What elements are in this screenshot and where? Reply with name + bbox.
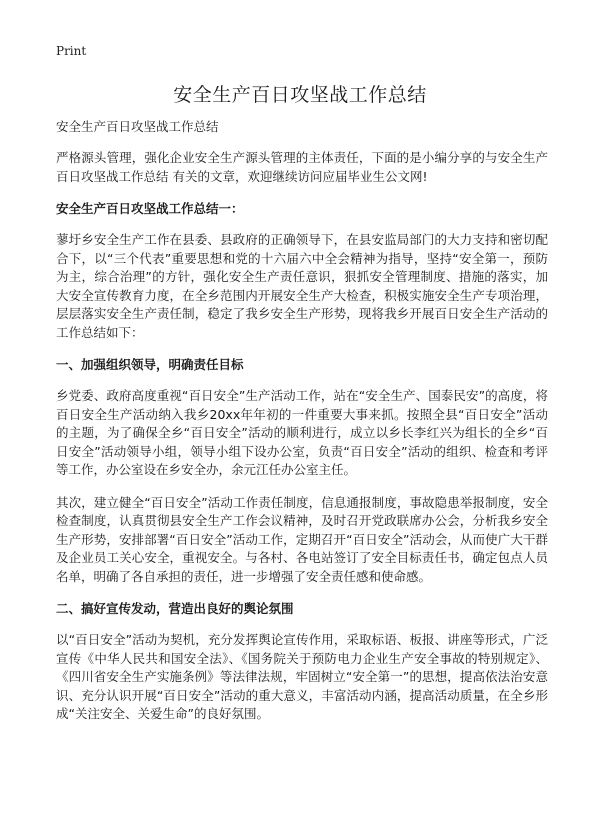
print-link[interactable]: Print [56,44,87,58]
intro-paragraph: 严格源头管理，强化企业安全生产源头管理的主体责任，下面的是小编分享的与安全生产百日攻坚战工作总结 有关的文章，欢迎继续访问应届毕业生公文网! [56,150,548,184]
paragraph-3: 其次，建立健全“百日安全”活动工作责任制度，信息通报制度，事故隐患举报制度，安全检查制度，认真贯彻县安全生产工作会议精神，及时召开党政联席办公会，分析我乡安全生产形势，安排部署“百日安全”活动工作，定期召开“百日安全”活动会，从而使广大干群及企业员工关心安全，重视安全。与各村、各电站签订了安全目标责任书，确定包点人员名单，明确了各自承担的责任，进一步增强了安全责任感和使命感。 [56,494,548,584]
section-title: 安全生产百日攻坚战工作总结一： [56,201,244,216]
article-body [56,118,548,738]
paragraph-1: 蓼圩乡安全生产工作在县委、县政府的正确领导下，在县安监局部门的大力支持和密切配合下，以“三个代表”重要思想和党的十六届六中全会精神为指导，坚持“安全第一，预防为主，综合治理”的方针，强化安全生产责任意识，狠抓安全管理制度、措施的落实，加大安全宣传教育力度，在全乡范围内开展安全生产大检查，积极实施安全生产专项治理，层层落实安全生产责任制，稳定了我乡安全生产形势，现将我乡开展百日安全生产活动的工作总结如下： [56,232,548,340]
paragraph-2: 乡党委、政府高度重视“百日安全”生产活动工作，站在“安全生产、国泰民安”的高度，将百日安全生产活动纳入我乡20xx年年初的一件重要大事来抓。按照全县“百日安全”活动的主题，为了确保全乡“百日安全”活动的顺利进行，成立以乡长李红兴为组长的全乡“百日安全”活动领导小组，领导小组下设办公室，负责“百日安全”活动的组织、检查和考评等工作，办公室设在乡安全办，余元江任办公室主任。 [56,388,548,477]
article-subtitle: 安全生产百日攻坚战工作总结 [56,119,219,134]
page-title: 安全生产百日攻坚战工作总结 [173,84,427,106]
heading-2: 二、搞好宣传发动，营造出良好的舆论氛围 [56,601,294,616]
paragraph-4: 以“百日安全”活动为契机，充分发挥舆论宣传作用，采取标语、板报、讲座等形式，广泛宣传《中华人民共和国安全法》、《国务院关于预防电力企业生产安全事故的特别规定》、《四川省安全生产实施条例》等法律法规，牢固树立“安全第一”的思想，提高依法治安意识、充分认识开展“百日安全”活动的重大意义，丰富活动内涵，提高活动质量，在全乡形成“关注安全、关爱生命”的良好氛围。 [56,632,548,721]
heading-1: 一、加强组织领导，明确责任目标 [56,357,244,372]
